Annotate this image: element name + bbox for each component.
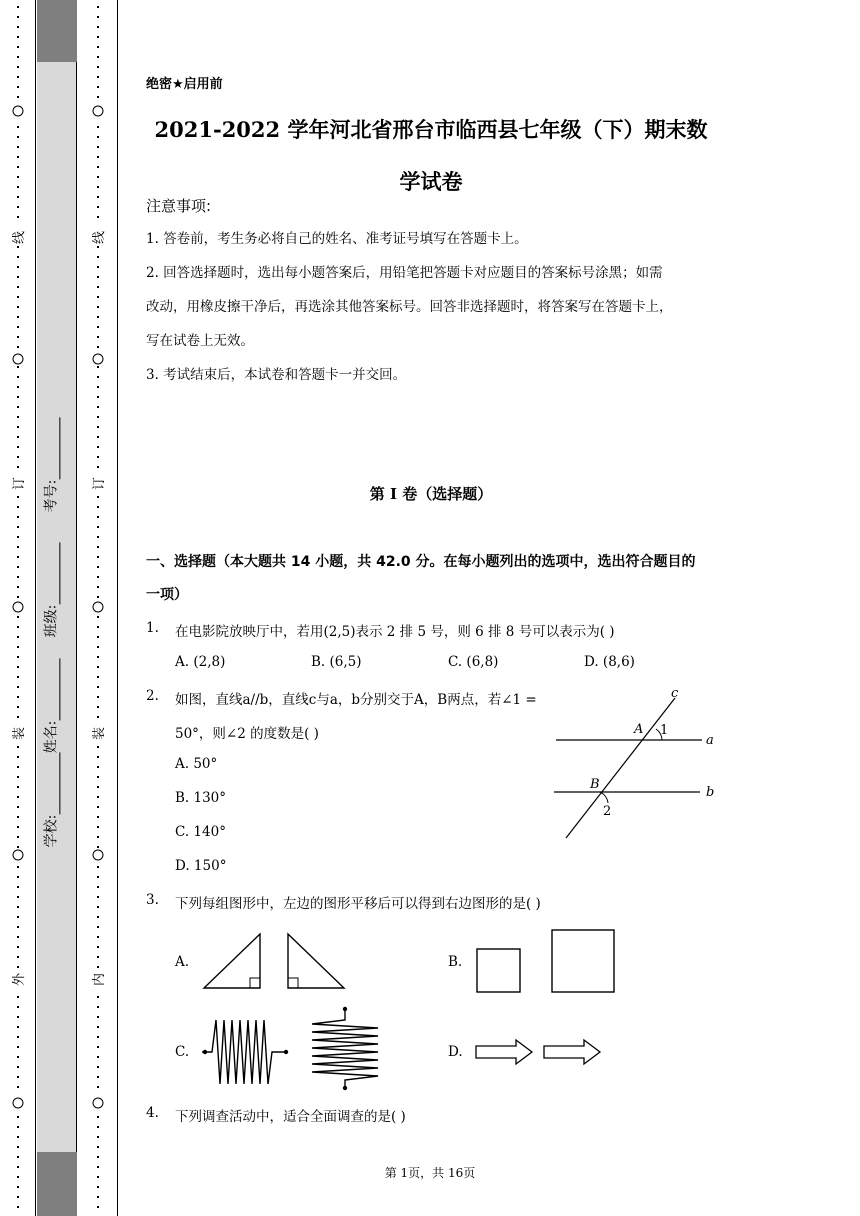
q2-option-d[interactable]: D. 150° [175, 858, 227, 874]
inner-binding-strip [78, 0, 118, 1216]
part-heading-line2: 一项） [146, 587, 188, 603]
q3-option-b-label[interactable]: B. [448, 954, 463, 970]
strip-dark-bottom [37, 1152, 77, 1216]
notice-item-1: 1. 答卷前，考生务必将自己的姓名、准考证号填写在答题卡上。 [146, 231, 528, 247]
page-footer: 第 1页，共 16页 [384, 1166, 476, 1180]
inner-char-zhuang: 装 [92, 726, 108, 741]
question-2-text-line1: 如图，直线a//b，直线c与a，b分别交于A，B两点，若∠1 = [175, 692, 537, 708]
label-a: a [706, 733, 714, 748]
exam-title-line1: 2021-2022 学年河北省邢台市临西县七年级（下）期末数 [154, 117, 708, 142]
inner-dotted-line [78, 0, 118, 1216]
question-2-text-line2: 50°，则∠2 的度数是( ) [175, 726, 319, 742]
q2-option-c[interactable]: C. 140° [175, 824, 226, 840]
exam-number-field[interactable]: 考号: [40, 418, 60, 513]
outer-char-ding: 订 [12, 476, 28, 491]
label-b: b [706, 785, 715, 800]
notice-body [146, 222, 716, 392]
q1-option-c[interactable]: C. (6,8) [448, 654, 499, 670]
notice-item-3: 3. 考试结束后，本试卷和答题卡一并交回。 [146, 367, 407, 383]
q1-option-a[interactable]: A. (2,8) [175, 654, 226, 670]
section-title: 第 I 卷（选择题） [369, 485, 493, 503]
outer-char-wai: 外 [12, 972, 28, 987]
question-number: 1. [146, 620, 159, 636]
outer-dotted-line [0, 0, 36, 1216]
outer-binding-strip [0, 0, 36, 1216]
question-number: 3. [146, 892, 159, 908]
q1-option-d[interactable]: D. (8,6) [584, 654, 635, 670]
label-c: c [671, 686, 679, 701]
outer-char-zhuang: 装 [12, 726, 28, 741]
question-4-text: 下列调查活动中，适合全面调查的是( ) [175, 1109, 406, 1125]
q3-option-b-figure[interactable] [474, 926, 624, 996]
q3-option-d-label[interactable]: D. [448, 1044, 463, 1060]
class-field[interactable]: 班级: [40, 543, 60, 638]
exam-title-line2: 学试卷 [399, 169, 463, 194]
strip-dark-top [37, 0, 77, 62]
notice-heading: 注意事项: [146, 197, 212, 215]
outer-char-xian: 线 [12, 230, 28, 245]
q2-option-a[interactable]: A. 50° [175, 756, 218, 772]
school-field[interactable]: 学校: [40, 753, 60, 848]
label-B: B [590, 777, 600, 792]
inner-char-ding: 订 [92, 476, 108, 491]
label-1: 1 [660, 723, 669, 738]
question-number: 4. [146, 1105, 159, 1121]
label-2: 2 [603, 804, 612, 819]
student-info-strip [37, 0, 77, 1216]
q3-option-c-figure[interactable] [202, 1006, 387, 1092]
q3-option-c-label[interactable]: C. [175, 1044, 190, 1060]
label-A: A [634, 722, 644, 737]
exam-title [146, 104, 716, 208]
confidential-label: 绝密★启用前 [146, 77, 223, 92]
q3-option-a-figure[interactable] [202, 932, 362, 992]
question-number: 2. [146, 688, 159, 704]
q1-option-b[interactable]: B. (6,5) [311, 654, 362, 670]
parallel-lines-figure [550, 684, 730, 844]
question-3-text: 下列每组图形中，左边的图形平移后可以得到右边图形的是( ) [175, 896, 541, 912]
inner-char-xian: 线 [92, 230, 108, 245]
part-heading [146, 546, 716, 612]
q2-option-b[interactable]: B. 130° [175, 790, 227, 806]
notice-item-2-line3: 写在试卷上无效。 [146, 333, 254, 349]
inner-char-nei: 内 [92, 972, 108, 987]
q3-option-a-label[interactable]: A. [175, 954, 190, 970]
name-field[interactable]: 姓名: [40, 659, 60, 754]
q3-option-d-figure[interactable] [474, 1038, 614, 1068]
notice-item-2-line2: 改动，用橡皮擦干净后，再选涂其他答案标号。回答非选择题时，将答案写在答题卡上， [146, 299, 673, 315]
part-heading-line1: 一、选择题（本大题共 14 小题，共 42.0 分。在每小题列出的选项中，选出符合题目的 [146, 554, 696, 570]
question-1-text: 在电影院放映厅中，若用(2,5)表示 2 排 5 号，则 6 排 8 号可以表示为( ) [175, 624, 615, 640]
notice-item-2-line1: 2. 回答选择题时，选出每小题答案后，用铅笔把答题卡对应题目的答案标号涂黑；如需 [146, 265, 663, 281]
line-c [566, 698, 675, 838]
